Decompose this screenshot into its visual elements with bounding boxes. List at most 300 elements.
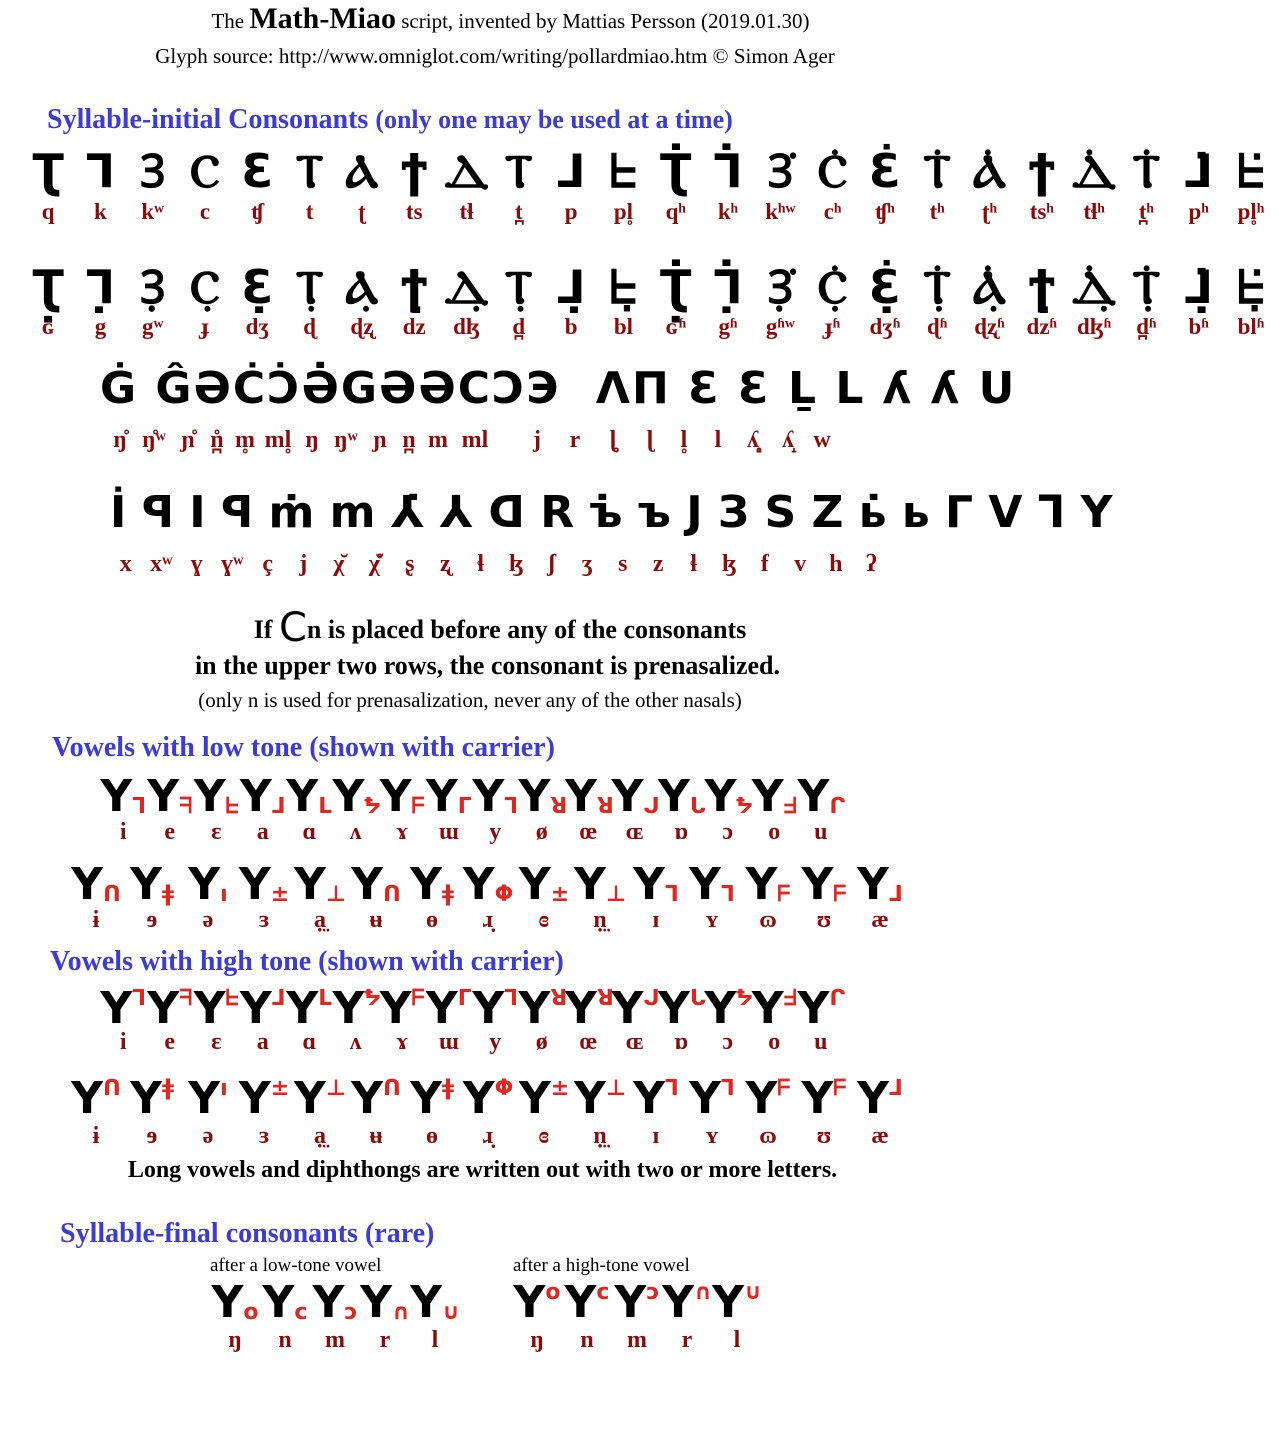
vowel-with-carrier [798,984,845,1034]
vowel-with-carrier [519,984,566,1034]
low-vowels-row-1-labels [100,818,844,846]
consonant-label: gʱʷ [765,314,795,339]
consonant-glyph: ϯ [400,144,428,198]
vowel-label: ɪ [652,1123,660,1149]
initials-heading-note: (only one may be used at a time) [375,105,733,134]
final-mark: ∩ [694,1280,712,1305]
carrier-glyph: Y [518,859,551,910]
consonant-glyph: Ⲁ̇ [972,144,1007,198]
fricative-label: ʂ [405,551,415,577]
consonant-glyph: Ⲧ [504,144,533,198]
vowel-label: ɑ [302,819,317,845]
vowel-with-carrier [147,984,194,1034]
vowel-with-carrier [193,984,240,1034]
vowel-mark: ᒪ [318,794,333,819]
low-vowels-row-1 [100,772,844,822]
carrier-glyph: Y [662,1277,694,1328]
vowel-mark: ꓤ [550,986,568,1011]
vowel-label: ɜ [258,907,270,933]
vowel-mark: ᒍ [643,986,660,1011]
fricative-label: χ̆ [333,551,345,577]
vowel-mark: ᖴ [411,986,425,1011]
consonant-label: ɢʱ [665,314,687,339]
fricative-label: h [829,551,843,577]
carrier-glyph: Y [658,771,690,822]
nasal-label: ŋ [305,427,319,453]
vowel-mark: ᒧ [889,882,903,907]
carrier-glyph: Y [351,859,383,910]
final-with-carrier [662,1278,712,1328]
carrier-glyph: Y [857,859,890,910]
vowel-with-carrier [628,860,684,910]
final-with-carrier [562,1278,612,1328]
consonant-label: p [564,199,578,224]
nasal-label: w [813,427,831,453]
vowel-mark: ⊥ [325,882,346,907]
finals-low-labels [210,1326,460,1354]
nasal-label: ɲ̊ [181,427,195,453]
vowel-mark: ᒧ [271,986,286,1011]
vowel-label: i [119,1029,127,1055]
vowel-with-carrier [286,984,333,1034]
carrier-glyph: Y [704,983,737,1034]
vowel-label: y [489,1029,502,1055]
vowel-mark: ᒣ [504,986,519,1011]
consonant-glyph: Ⲧ̇ [1132,144,1161,198]
vowel-with-carrier [460,860,516,910]
consonant-label: kʰ [717,199,739,224]
vowel-mark: ± [550,882,570,907]
vowel-with-carrier [472,772,519,822]
vowel-label: ɔ [722,1029,734,1055]
consonant-glyph: Ꞁ̣̇ [713,260,743,314]
vowel-mark: ⊥ [605,1076,626,1101]
vowel-mark: ᖬ [364,794,382,819]
carrier-glyph: Y [147,983,180,1034]
vowel-mark: ᖷ [179,794,193,819]
vowel-label: ɞ [538,907,550,933]
vowel-mark: ᖵ [783,986,797,1011]
nasal-label: l [714,427,722,453]
consonant-glyph: Ⲧ̣ [295,260,324,314]
nasal-label: ŋʷ [334,427,358,453]
vowel-mark: ꓤ [596,986,614,1011]
vowel-mark: ᒣ [665,882,679,907]
carrier-glyph: Y [751,983,784,1034]
vowel-label: ɛ [211,1029,222,1055]
carrier-glyph: Y [360,1277,392,1328]
vowel-with-carrier [333,984,380,1034]
vowel-with-carrier [658,772,705,822]
consonant-label: gʱ [718,314,738,339]
carrier-glyph: Y [188,859,221,910]
finals-high-row [512,1278,762,1328]
vowel-label: ʏ [705,907,719,933]
vowel-mark: ᖬ [736,794,754,819]
consonant-label: pʰ [1188,199,1209,224]
final-label: ŋ [228,1327,242,1353]
page-title [0,2,1021,35]
vowel-label: ṇ̤ [593,907,607,933]
carrier-glyph: Y [130,1073,162,1124]
final-mark: o [243,1300,259,1325]
vowel-mark: ꓤ [550,794,568,819]
vowel-mark: ᒧ [271,794,286,819]
carrier-glyph: Y [472,983,505,1034]
carrier-glyph: Y [565,771,597,822]
consonant-label: cʰ [823,199,842,224]
vowel-with-carrier [684,1074,740,1124]
vowel-label: a [256,819,269,845]
vowel-with-carrier [379,984,426,1034]
nasal-label: ŋ̊ [113,427,127,453]
consonant-label: tsʰ [1029,199,1054,224]
consonant-label: t̪ʰ [1138,199,1154,224]
vowel-mark: ǂ [161,1076,174,1101]
carrier-glyph: Y [193,983,226,1034]
consonant-glyph: Ⲧ̇ [923,144,952,198]
final-label: r [379,1327,391,1353]
final-with-carrier [712,1278,762,1328]
final-with-carrier [612,1278,662,1328]
nasal-label: ml [461,427,489,453]
consonant-label: gʷ [142,314,164,339]
finals-heading: Syllable-final consonants (rare) [60,1218,435,1249]
vowel-label: i [119,819,127,845]
vowel-with-carrier [348,860,404,910]
carrier-glyph: Y [574,1073,606,1124]
vowel-with-carrier [612,772,659,822]
final-mark: o [545,1280,561,1305]
vowel-with-carrier [565,772,612,822]
carrier-glyph: Y [611,771,644,822]
fricative-row-labels [108,550,889,578]
consonant-glyph: Ʈ̇ [660,144,692,198]
finals-low-row [210,1278,460,1328]
vowel-mark: ᖴ [833,882,847,907]
vowel-with-carrier [68,860,124,910]
vowel-label: ə [202,907,214,933]
nasal-label: ʎ̝ [782,427,794,453]
long-vowels-note: Long vowels and diphthongs are written out with two or more letters. [127,1157,838,1183]
vowel-mark: ı [220,1076,228,1101]
nasal-glyphs-right: ΛΠ Ɛ Ɛ Ḻ L ʎ ʎ U [595,363,1017,414]
fricative-label: ɮ [508,551,524,577]
vowel-mark: ᑎ [103,1076,121,1101]
prenasal-note-line-2: in the upper two rows, the consonant is prenasalized. [194,651,781,680]
vowel-mark: ᖬ [736,986,754,1011]
vowel-label: a [256,1029,269,1055]
vowel-with-carrier [684,860,740,910]
carrier-glyph: Y [518,771,551,822]
prenasal-note-line-3: (only n is used for prenasalization, never any of the other nasals) [198,688,742,712]
vowel-mark: ǂ [441,882,454,907]
consonant-label: dɮ [453,314,480,339]
vowel-label: ʉ [369,907,383,933]
fricative-label: ʃ [548,551,556,577]
consonant-label: d̪ [512,314,526,339]
vowel-label: ɒ [674,1029,689,1055]
vowel-with-carrier [68,1074,124,1124]
vowel-label: ɞ [538,1123,550,1149]
fricative-label: χ̆̊ [368,551,380,577]
carrier-glyph: Y [462,1073,495,1124]
fricative-label: ɬ [477,551,485,577]
fricative-label: ɣʷ [221,551,244,577]
vowel-mark: ᒋ [829,794,846,819]
consonant-label: ʈʰ [981,199,998,224]
after-high-label: after a high-tone vowel [513,1255,690,1276]
consonant-glyph: ᒧ̣ [556,260,586,314]
consonant-label: k [94,199,107,224]
high-vowels-row-1 [100,984,844,1034]
consonant-label: q [41,199,55,224]
vowel-label: ɑ [302,1029,317,1055]
vowel-mark: ᖶ [225,986,239,1011]
fricative-label: z [652,551,664,577]
vowel-label: ạ̤ [314,907,326,933]
consonant-glyph: Ⲧ̣̇ [923,260,952,314]
glyph-source: Glyph source: http://www.omniglot.com/writing/pollardmiao.htm © Simon Ager [155,44,835,68]
final-label: ŋ [530,1327,544,1353]
fricative-label: xʷ [150,551,173,577]
vowel-with-carrier [286,772,333,822]
vowel-label: ạ̤ [314,1123,326,1149]
vowel-label: y [489,819,502,845]
vowel-label: ɘ [146,907,158,933]
vowel-label: ɷ [759,907,777,933]
vowel-label: œ [579,819,597,845]
vowel-mark: ꓤ [596,794,614,819]
carrier-glyph: Y [689,1073,722,1124]
vowel-label: o [768,819,781,845]
vowel-with-carrier [472,984,519,1034]
vowel-mark: ᒐ [689,794,707,819]
carrier-glyph: Y [286,983,319,1034]
vowel-with-carrier [240,772,287,822]
consonant-glyph: Ꞁ [85,144,116,198]
consonant-label: g [94,314,107,339]
nasal-row-glyphs [100,362,1016,416]
carrier-glyph: Y [71,1073,103,1124]
vowel-mark: ᒍ [643,794,660,819]
consonant-glyph: ᒧ̣̇ [1184,260,1214,314]
carrier-glyph: Y [704,771,737,822]
consonant-glyph: Ɛ̇ [868,144,901,198]
final-with-carrier [260,1278,310,1328]
consonant-label: ɖʐ [350,314,374,339]
vowel-mark: ǂ [161,882,174,907]
vowel-with-carrier [333,772,380,822]
carrier-glyph: Y [211,1277,244,1328]
vowel-label: ɵ [426,1123,438,1149]
nasal-label: ɭ [646,427,654,453]
carrier-glyph: Y [611,983,644,1034]
carrier-glyph: Y [857,1073,890,1124]
vowel-mark: Φ [494,1076,514,1101]
vowel-mark: ᖴ [777,882,791,907]
vowel-with-carrier [180,860,236,910]
vowel-with-carrier [565,984,612,1034]
final-with-carrier [512,1278,562,1328]
vowel-mark: ᒣ [721,1076,735,1101]
final-label: l [733,1327,741,1353]
low-vowels-row-2 [68,860,908,910]
consonant-label: dʒ [245,314,269,339]
vowel-label: ɶ [625,1029,644,1055]
vowel-mark: ᒣ [132,794,147,819]
consonant-label: ɟ [201,314,209,339]
fricative-label: x [119,551,132,577]
consonant-label: ɖʱ [927,314,948,339]
vowel-label: ɶ [625,819,644,845]
vowel-with-carrier [292,860,348,910]
consonant-row-1-glyphs [22,142,1277,200]
vowel-mark: ᒪ [318,986,333,1011]
consonant-glyph: ϯ̣ [1028,260,1056,314]
vowel-label: ɘ [146,1123,158,1149]
final-label: l [431,1327,439,1353]
vowel-label: ṇ̤ [593,1123,607,1149]
vowel-mark: ᑎ [383,882,401,907]
final-with-carrier [360,1278,410,1328]
consonant-glyph: Ⲥ̣̇ [817,260,848,314]
consonant-row-1-labels [22,198,1277,226]
title-prefix: The [211,9,245,33]
final-label: n [278,1327,292,1353]
vowel-with-carrier [751,984,798,1034]
vowel-with-carrier [796,860,852,910]
consonant-glyph: Ꞁ̇ [713,144,743,198]
consonant-label: bl [613,314,633,339]
vowel-with-carrier [740,1074,796,1124]
vowel-with-carrier [124,860,180,910]
vowel-label: e [164,819,176,845]
consonant-glyph: ᖶ̣ [609,260,638,314]
consonant-glyph: ϯ̣ [400,260,428,314]
vowel-mark: ᖴ [833,1076,847,1101]
carrier-glyph: Y [130,859,162,910]
carrier-glyph: Y [425,771,458,822]
final-label: n [580,1327,594,1353]
carrier-glyph: Y [379,771,412,822]
consonant-glyph: Ⲁ̣̇ [972,260,1007,314]
final-label: m [627,1327,647,1353]
nasal-row-labels [105,426,839,454]
high-vowels-row-2-labels [68,1122,908,1150]
nasal-label: n̪̊ [210,427,224,453]
vowel-label: u [814,819,828,845]
nasal-label: ɭ̥ [609,427,617,453]
carrier-glyph: Y [262,1277,295,1328]
vowel-label: ɵ [426,907,438,933]
nasal-label: ŋ̊ʷ [142,427,166,453]
vowel-with-carrier [852,860,908,910]
vowel-label: ɹ̣ [482,1123,494,1149]
low-tone-heading: Vowels with low tone (shown with carrier) [52,732,555,763]
vowel-label: æ [871,907,889,933]
vowel-with-carrier [798,772,845,822]
vowel-with-carrier [236,1074,292,1124]
vowel-with-carrier [516,1074,572,1124]
fricative-label: ʔ [865,551,877,577]
consonant-label: ɟʱ [825,314,841,339]
consonant-label: dɮʱ [1076,314,1112,339]
prenasal-text: n is placed before any of the consonants [306,615,747,644]
carrier-glyph: Y [294,859,326,910]
after-low-label: after a low-tone vowel [210,1255,382,1276]
fricative-label: ɣ [190,551,203,577]
consonant-label: ɖʐʱ [974,314,1005,339]
vowel-with-carrier [292,1074,348,1124]
carrier-glyph: Y [425,983,458,1034]
vowel-with-carrier [379,772,426,822]
consonant-glyph: Ⲇ̇ [1071,144,1117,198]
consonant-glyph: Ꝫ̣ [140,260,166,314]
title-suffix: script, invented by Mattias Persson (2019.01.30) [401,9,810,33]
vowel-with-carrier [796,1074,852,1124]
final-with-carrier [310,1278,360,1328]
final-mark: ∩ [392,1300,410,1325]
vowel-label: ə [202,1123,214,1149]
consonant-label: tʰ [929,199,945,224]
vowel-mark: ǂ [441,1076,454,1101]
vowel-mark: ᑎ [383,1076,401,1101]
vowel-mark: ᒣ [132,986,147,1011]
vowel-label: ʊ [816,907,832,933]
vowel-label: ɯ [438,819,459,845]
vowel-with-carrier [404,860,460,910]
carrier-glyph: Y [410,859,442,910]
fricative-label: ɮ [721,551,737,577]
vowel-with-carrier [628,1074,684,1124]
consonant-glyph: Ⲇ̣̇ [1071,260,1117,314]
carrier-glyph: Y [472,771,505,822]
vowel-label: ɜ [258,1123,270,1149]
consonant-glyph: ϯ [1028,144,1056,198]
consonant-glyph: Ʈ̣ [32,260,64,314]
carrier-glyph: Y [797,771,830,822]
vowel-label: e [164,1029,176,1055]
consonant-glyph: ᒧ̇ [1184,144,1214,198]
vowel-mark: Φ [494,882,514,907]
carrier-glyph: Y [100,983,133,1034]
consonant-label: kʰʷ [765,199,796,224]
consonant-glyph: Ⲧ̣ [504,260,533,314]
consonant-glyph: Ʈ̣̇ [660,260,692,314]
fricative-label: ʐ [439,551,451,577]
vowel-mark: ᒥ [457,986,472,1011]
consonant-label: ɢ [41,314,55,339]
vowel-mark: ᑎ [103,882,121,907]
consonant-label: blʱ [1237,314,1265,339]
vowel-label: ɹ̣ [482,907,494,933]
carrier-glyph: Y [410,1073,442,1124]
consonant-label: kʷ [141,199,165,224]
vowel-label: ɨ [92,907,100,933]
vowel-label: ʏ [705,1123,719,1149]
vowel-mark: ᖶ [225,794,239,819]
consonant-glyph: Ⲁ [345,144,379,198]
vowel-mark: ᒣ [504,794,519,819]
final-mark: ɔ [344,1300,358,1325]
final-mark: c [294,1300,308,1325]
vowel-label: u [814,1029,828,1055]
vowel-mark: ± [270,882,290,907]
consonant-row-2-labels [22,313,1277,341]
consonant-label: tɬʰ [1083,199,1105,224]
carrier-glyph: Y [565,983,597,1034]
